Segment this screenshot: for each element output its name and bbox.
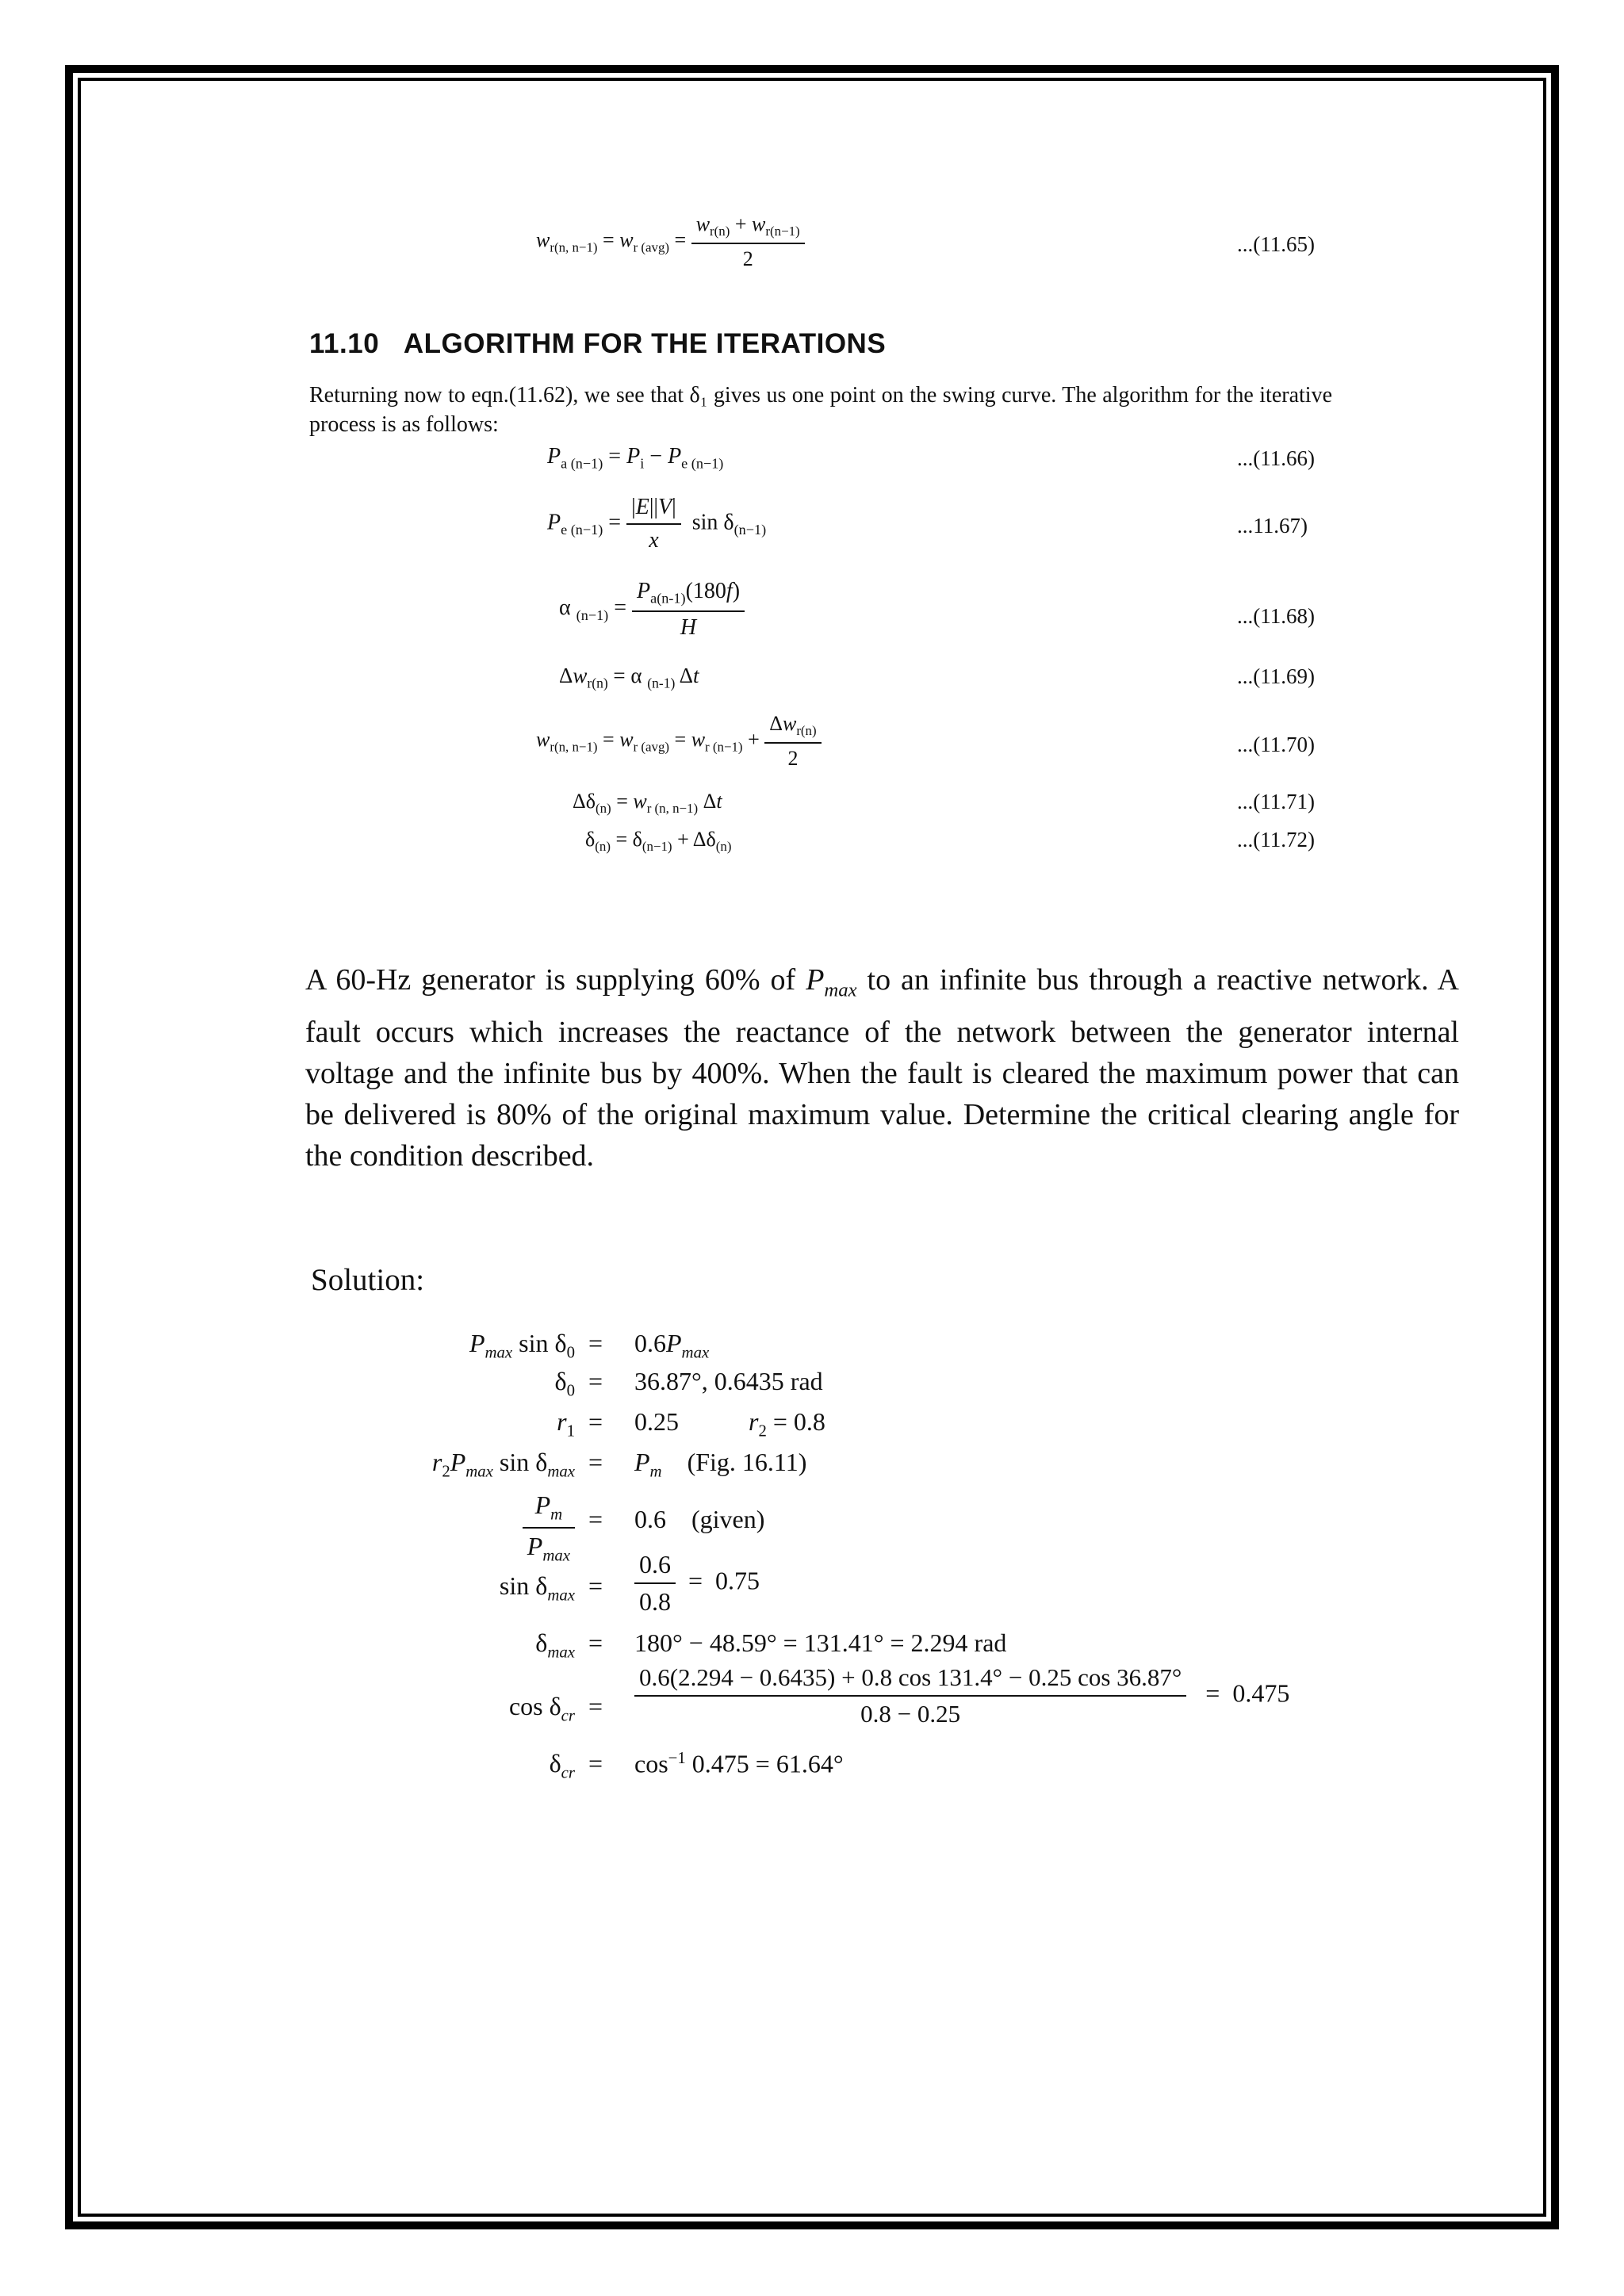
solution-row-8-lhs: $\cos \delta_{cr}$ — [508, 1692, 575, 1725]
solution-row-8-equals: = — [588, 1692, 603, 1720]
problem-statement: A 60-Hz generator is supplying 60% of $P_{max}$ to an infinite bus through a reactive network. A fault occurs which increases the reactance of the network between the generator internal voltage and the infinite bus by 400%. When the fault is cleared the maximum power that can be delivered is 80% of the original maximum value. Determine the critical clearing angle for the condition described. — [305, 963, 1459, 1173]
solution-row-7-equals: = — [588, 1628, 603, 1657]
solution-row-5-equals: = — [588, 1505, 603, 1533]
section-number: 11.10 — [309, 328, 380, 359]
equation-number-11-65: ...(11.65) — [1237, 232, 1315, 256]
intro-paragraph: Returning now to eqn.(11.62), we see that δ₁ gives us one point on the swing curve. The algorithm for the iterative process is as follows: — [309, 383, 1332, 437]
solution-label: Solution: — [311, 1263, 425, 1297]
equation-11-72: $\delta_{(n)} = \delta_{(n-1)} + \Delta\delta_{(n)}$ — [585, 828, 732, 855]
section-heading — [309, 328, 886, 360]
equation-11-71: $\Delta\delta_{(n)} = w_{r (n, n-1)}$ Δt — [573, 790, 722, 817]
equation-number-11-67: ...11.67) — [1237, 514, 1308, 538]
equation-number-11-66: ...(11.66) — [1237, 446, 1315, 470]
solution-row-3-equals: = — [588, 1407, 603, 1436]
solution-row-1-rhs: $0.6P_{max}$ — [634, 1329, 710, 1362]
solution-row-8-rhs: $\frac{0.6(2.294 - 0.6435) + 0.8 \cos 131.4^\circ - 0.25 \cos 36.87^\circ}{0.8 - 0.25}$ = 0.475 — [634, 1663, 1289, 1728]
equation-number-11-72: ...(11.72) — [1237, 828, 1315, 851]
equation-11-68: α $_{(n-1)}$ = $\frac{P_{a(n-1)}(180f)}{H}$ — [559, 579, 745, 641]
equation-11-70: $w_{r(n, n-1)} = w_{r (avg)} = w_{r (n-1)}$ + $\frac{\Delta w_{r(n)}}{2}$ — [536, 712, 822, 771]
solution-row-5-lhs: $\frac{P_m}{P_{max}}$ — [337, 1490, 575, 1566]
solution-row-7-lhs: $\delta_{max}$ — [535, 1628, 575, 1662]
solution-row-9-rhs: $\cos^{-1} 0.475 = 61.64^\circ$ — [634, 1749, 844, 1778]
equation-11-67: $P_{e (n-1)}$ = $\frac{|E||V|}{x}$ $\sin \delta_{(n-1)}$ — [547, 495, 767, 553]
solution-row-4-rhs: $P_m$ (Fig. 16.11) — [634, 1448, 807, 1481]
equation-11-69: $\Delta w_{r(n)} = \alpha$ $_{(n-1)}$ Δt — [559, 664, 699, 691]
solution-row-5-rhs: 0.6 (given) — [634, 1505, 765, 1533]
solution-row-4-equals: = — [588, 1448, 603, 1476]
solution-row-3-rhs: 0.25 $r_2 = 0.8$ — [634, 1407, 825, 1441]
equation-number-11-71: ...(11.71) — [1237, 790, 1315, 813]
solution-row-3-lhs: $r_1$ — [557, 1407, 575, 1441]
equation-number-11-70: ...(11.70) — [1237, 733, 1315, 756]
solution-row-6-lhs: $\sin \delta_{max}$ — [499, 1571, 575, 1605]
solution-row-2-lhs: $\delta_0$ — [554, 1367, 575, 1400]
solution-row-9-equals: = — [588, 1749, 603, 1777]
equation-number-11-68: ...(11.68) — [1237, 604, 1315, 628]
solution-row-2-equals: = — [588, 1367, 603, 1395]
equation-11-65: $w_{r(n, n-1)} = w_{r (avg)}$ = $\frac{w_{r(n)} + w_{r(n-1)}}{2}$ — [536, 212, 805, 271]
solution-row-7-rhs: 180° − 48.59° = 131.41° = 2.294 rad — [634, 1628, 1007, 1657]
solution-row-9-lhs: $\delta_{cr}$ — [549, 1749, 575, 1782]
solution-row-1-lhs: $P_{max}$ $\sin \delta_0$ — [469, 1329, 575, 1362]
solution-row-6-rhs: $\frac{0.6}{0.8}$ = 0.75 — [634, 1550, 760, 1617]
solution-row-6-equals: = — [588, 1571, 603, 1600]
solution-row-4-lhs: $r_2P_{max}$ $\sin \delta_{max}$ — [431, 1448, 575, 1481]
section-title: ALGORITHM FOR THE ITERATIONS — [403, 328, 887, 359]
solution-row-1-equals: = — [588, 1329, 603, 1357]
solution-row-2-rhs: 36.87°, 0.6435 rad — [634, 1367, 823, 1395]
equation-number-11-69: ...(11.69) — [1237, 664, 1315, 688]
equation-11-66: $P_{a (n-1)} = P_i - P_{e (n-1)}$ — [547, 444, 724, 472]
